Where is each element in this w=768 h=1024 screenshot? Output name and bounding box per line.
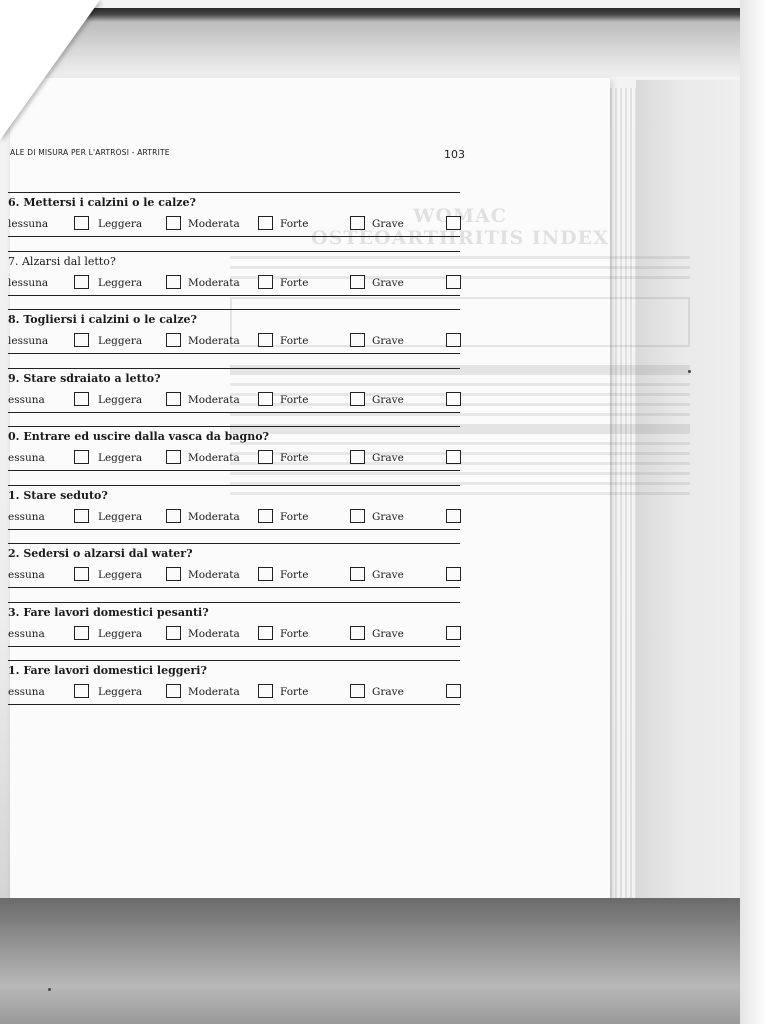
running-title: ALE DI MISURA PER L'ARTROSI - ARTRITE [10,148,170,157]
answer-checkbox[interactable] [258,567,273,581]
question-row [8,249,468,308]
option-label: Leggera [98,510,143,523]
answer-checkbox[interactable] [446,275,461,289]
answer-checkbox[interactable] [446,567,461,581]
question-row [8,600,468,659]
question-row [8,541,468,600]
answer-options [8,684,460,702]
option-label: Grave [372,452,404,464]
answer-checkbox[interactable] [74,216,89,230]
answer-checkbox[interactable] [74,684,89,698]
question-title: 7. Alzarsi dal letto? [8,254,116,268]
top-shadow [20,22,760,77]
answer-options [8,509,460,527]
option-label: Forte [280,218,309,230]
option-label: essuna [8,452,45,464]
answer-checkbox[interactable] [166,333,181,347]
question-title: 0. Entrare ed uscire dalla vasca da bagno? [8,430,269,443]
answer-checkbox[interactable] [258,684,273,698]
row-rule-top [8,192,460,193]
option-label: Leggera [98,335,143,347]
answer-options [8,275,460,293]
question-title: 6. Mettersi i calzini o le calze? [8,196,196,209]
answer-options [8,333,460,351]
answer-checkbox[interactable] [74,626,89,640]
option-label: Moderata [188,452,240,464]
answer-checkbox[interactable] [166,684,181,698]
answer-checkbox[interactable] [258,333,273,347]
answer-checkbox[interactable] [446,509,461,523]
row-rule-top [8,368,460,369]
option-label: Moderata [188,218,240,230]
answer-checkbox[interactable] [258,216,273,230]
option-label: Forte [280,452,309,464]
option-label: Grave [372,627,404,640]
option-label: Forte [280,510,309,523]
book-top-edge [60,8,750,22]
folded-corner [0,0,100,140]
answer-checkbox[interactable] [446,333,461,347]
answer-options [8,567,460,585]
option-label: lessuna [8,218,49,230]
row-rule-bottom [8,353,460,354]
question-row [8,366,468,425]
option-label: essuna [8,393,45,406]
option-label: lessuna [8,276,49,289]
answer-checkbox[interactable] [166,509,181,523]
option-label: Forte [280,276,309,289]
answer-checkbox[interactable] [166,567,181,581]
answer-checkbox[interactable] [258,275,273,289]
answer-checkbox[interactable] [350,216,365,230]
row-rule-bottom [8,704,460,705]
table-surface [0,898,768,1024]
answer-checkbox[interactable] [258,450,273,464]
row-rule-top [8,660,460,661]
question-row [8,307,468,366]
answer-checkbox[interactable] [166,450,181,464]
row-rule-bottom [8,236,460,237]
answer-checkbox[interactable] [350,392,365,406]
dust-speck [688,370,691,373]
option-label: Grave [372,218,404,230]
answer-checkbox[interactable] [74,333,89,347]
option-label: Moderata [188,510,240,523]
question-title: 2. Sedersi o alzarsi dal water? [8,547,193,560]
answer-checkbox[interactable] [350,333,365,347]
question-row [8,424,468,483]
option-label: Leggera [98,452,143,464]
answer-checkbox[interactable] [446,626,461,640]
row-rule-top [8,309,460,310]
row-rule-top [8,543,460,544]
answer-options [8,216,460,234]
option-label: essuna [8,627,45,640]
question-title: 3. Fare lavori domestici pesanti? [8,605,209,619]
row-rule-bottom [8,412,460,413]
answer-checkbox[interactable] [446,216,461,230]
answer-checkbox[interactable] [446,450,461,464]
answer-checkbox[interactable] [166,275,181,289]
option-label: lessuna [8,335,49,347]
option-label: Grave [372,510,404,523]
option-label: Grave [372,686,404,698]
option-label: Grave [372,569,404,581]
option-label: Grave [372,335,404,347]
option-label: Forte [280,393,309,406]
option-label: Leggera [98,393,143,406]
answer-checkbox[interactable] [446,392,461,406]
row-rule-bottom [8,587,460,588]
option-label: Leggera [98,276,143,289]
answer-checkbox[interactable] [446,684,461,698]
option-label: Leggera [98,686,143,698]
answer-checkbox[interactable] [350,684,365,698]
question-list [8,190,468,717]
answer-checkbox[interactable] [350,567,365,581]
answer-options [8,626,460,644]
option-label: Moderata [188,335,240,347]
row-rule-top [8,251,460,252]
option-label: Leggera [98,218,143,230]
row-rule-bottom [8,295,460,296]
option-label: Moderata [188,276,240,289]
option-label: Leggera [98,569,143,581]
answer-checkbox[interactable] [258,626,273,640]
answer-checkbox[interactable] [74,567,89,581]
answer-checkbox[interactable] [74,509,89,523]
page-number: 103 [444,148,465,161]
option-label: Forte [280,569,309,581]
option-label: Moderata [188,393,240,406]
option-label: essuna [8,569,45,581]
option-label: Leggera [98,627,143,640]
question-title: 9. Stare sdraiato a letto? [8,371,161,385]
answer-checkbox[interactable] [166,216,181,230]
scan-right-edge [740,0,768,1024]
row-rule-bottom [8,470,460,471]
question-title: 1. Fare lavori domestici leggeri? [8,664,207,677]
row-rule-top [8,485,460,486]
option-label: Moderata [188,686,240,698]
answer-options [8,392,460,410]
option-label: Moderata [188,569,240,581]
row-rule-top [8,426,460,427]
dust-speck [48,988,51,991]
row-rule-bottom [8,529,460,530]
answer-checkbox[interactable] [350,509,365,523]
answer-checkbox[interactable] [350,450,365,464]
option-label: Grave [372,276,404,289]
option-label: Grave [372,393,404,406]
row-rule-top [8,602,460,603]
answer-checkbox[interactable] [166,392,181,406]
answer-checkbox[interactable] [258,392,273,406]
question-row [8,658,468,717]
answer-checkbox[interactable] [350,275,365,289]
answer-checkbox[interactable] [350,626,365,640]
answer-options [8,450,460,468]
option-label: Moderata [188,627,240,640]
answer-checkbox[interactable] [74,275,89,289]
answer-checkbox[interactable] [74,450,89,464]
answer-checkbox[interactable] [258,509,273,523]
option-label: Forte [280,335,309,347]
question-title: 1. Stare seduto? [8,488,108,502]
option-label: Forte [280,686,309,698]
question-row [8,483,468,542]
option-label: Forte [280,627,309,640]
question-title: 8. Togliersi i calzini o le calze? [8,313,197,326]
right-margin-shade [636,80,746,900]
question-row [8,190,468,249]
option-label: essuna [8,510,45,523]
page-header [10,148,470,166]
answer-checkbox[interactable] [166,626,181,640]
answer-checkbox[interactable] [74,392,89,406]
option-label: essuna [8,686,45,698]
row-rule-bottom [8,646,460,647]
